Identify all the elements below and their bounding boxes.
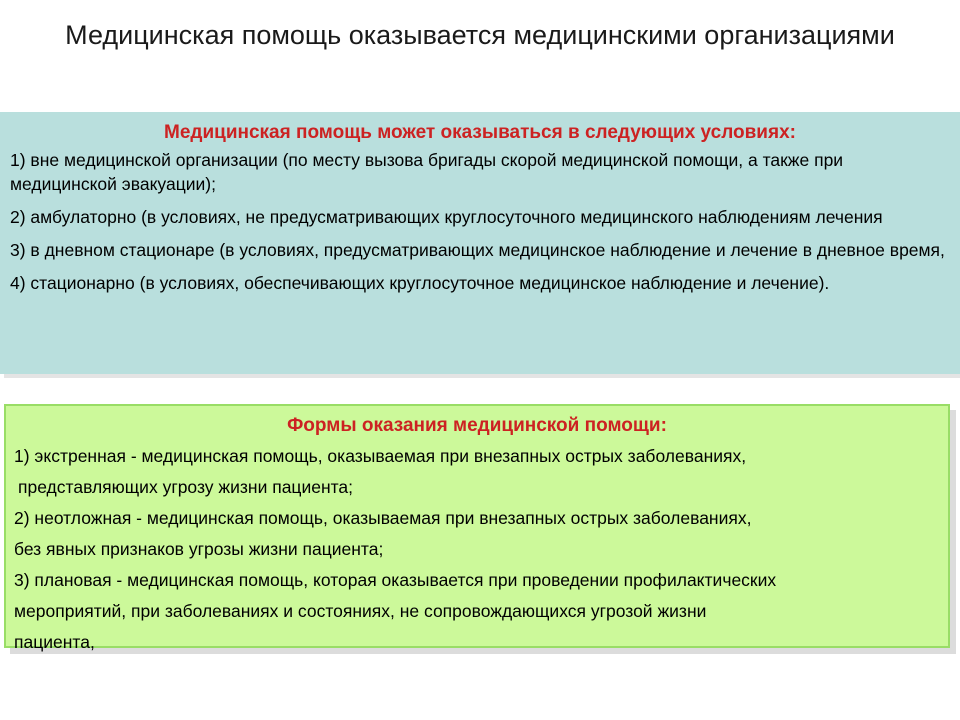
conditions-heading: Медицинская помощь может оказываться в следующих условиях: [164,122,796,143]
form-line-urgent-cont: без явных признаков угрозы жизни пациента; [14,539,384,559]
conditions-list [10,148,950,295]
slide-title: Медицинская помощь оказывается медицинскими организациями [65,20,895,50]
form-line-planned-end: пациента, [14,632,95,652]
condition-item-outpatient: 2) амбулаторно (в условиях, не предусматривающих круглосуточного медицинского наблюдениям лечения [10,207,883,227]
form-line-planned: 3) плановая - медицинская помощь, которая оказывается при проведении профилактических [14,570,777,590]
form-line-urgent: 2) неотложная - медицинская помощь, оказываемая при внезапных острых заболеваниях, [14,508,752,528]
form-line-emergency: 1) экстренная - медицинская помощь, оказываемая при внезапных острых заболеваниях, [14,446,747,466]
form-line-planned-cont: мероприятий, при заболеваниях и состояниях, не сопровождающихся угрозой жизни [14,601,707,621]
condition-item-outside: 1) вне медицинской организации (по месту вызова бригады скорой медицинской помощи, а также при медицинской эвакуации); [10,150,844,194]
conditions-panel [0,112,960,374]
forms-panel [4,404,950,652]
form-line-emergency-cont: представляющих угрозу жизни пациента; [18,477,354,497]
forms-heading: Формы оказания медицинской помощи: [287,415,667,436]
condition-item-inpatient: 4) стационарно (в условиях, обеспечивающих круглосуточное медицинское наблюдение и лечение). [10,273,830,293]
condition-item-day-hospital: 3) в дневном стационаре (в условиях, предусматривающих медицинское наблюдение и лечение в дневное время, [10,240,945,260]
forms-list [14,441,940,658]
